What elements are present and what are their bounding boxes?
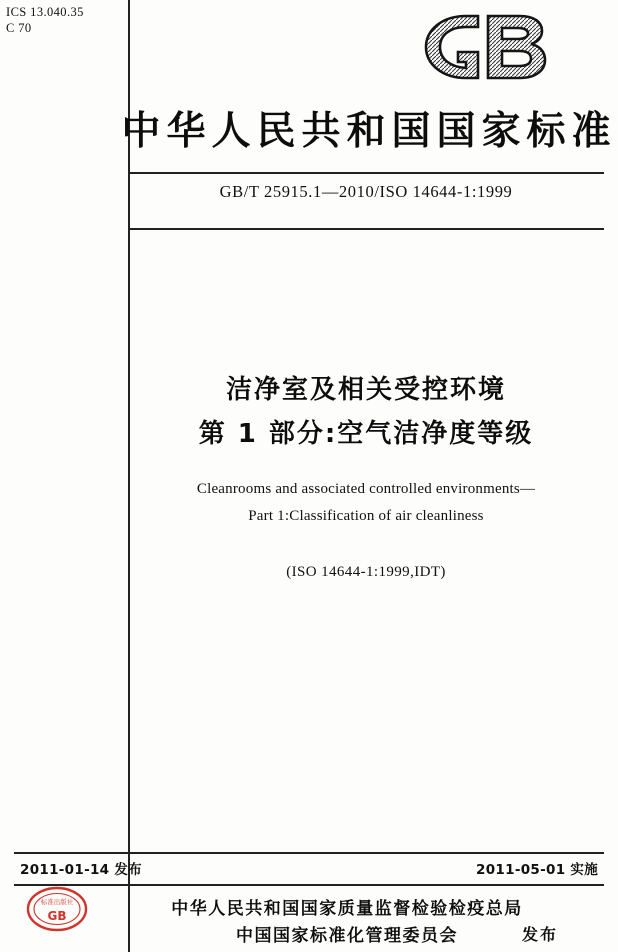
publisher-seal-icon: [24, 884, 90, 934]
divider-top: [128, 172, 604, 174]
divider-footer-bottom: [14, 884, 604, 886]
svg-text:GB: GB: [47, 909, 67, 923]
seal-text: 标准出版社: [40, 898, 74, 906]
standard-number: GB/T 25915.1—2010/ISO 14644-1:1999: [219, 182, 513, 201]
gb-logo-icon: [416, 8, 566, 86]
subject-block: [128, 368, 604, 581]
class-code: C 70: [6, 21, 32, 35]
effective-date: 2011-05-01 实施: [476, 862, 598, 878]
subject-cn-line-1: 洁净室及相关受控环境: [225, 375, 506, 405]
iso-reference: (ISO 14644-1:1999,IDT): [286, 564, 446, 580]
subject-cn-line-2: 第 1 部分:空气洁净度等级: [198, 419, 534, 449]
issuer-secondary: 中国国家标准化管理委员会: [236, 926, 458, 946]
divider-footer-top: [14, 852, 604, 854]
classification-codes: [6, 4, 84, 36]
subject-en-line-2: Part 1:Classification of air cleanliness: [248, 508, 484, 524]
ics-code: ICS 13.040.35: [6, 5, 84, 19]
subject-en-line-1: Cleanrooms and associated controlled environments—: [196, 481, 536, 497]
issue-word: 发布: [521, 925, 558, 944]
issuer-primary: 中华人民共和国国家质量监督检验检疫总局: [171, 899, 523, 919]
divider-under-number: [128, 228, 604, 230]
issue-date: 2011-01-14 发布: [20, 862, 142, 878]
page-title: 中华人民共和国国家标准: [121, 109, 617, 154]
